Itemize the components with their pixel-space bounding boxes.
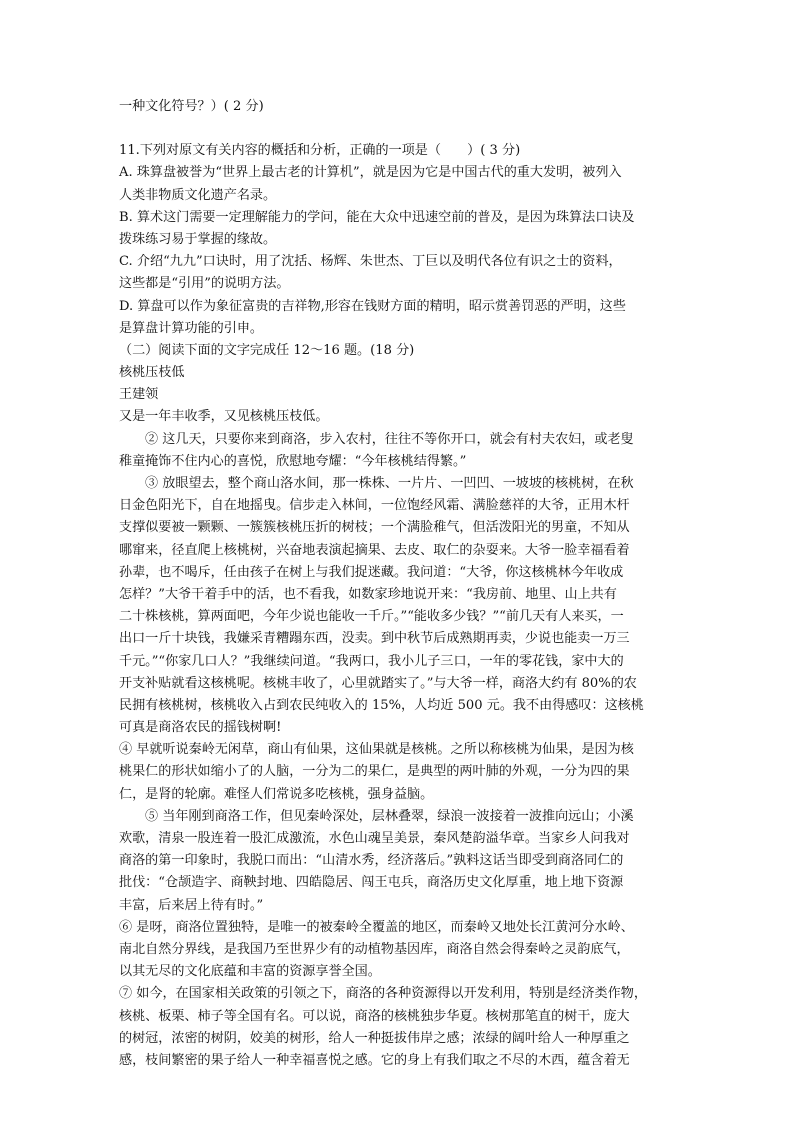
article-line: ⑦ 如今，在国家相关政策的引领之下，商洛的各种资源得以开发利用，特别是经济类作物， (119, 986, 647, 1002)
option-b-line-1: B. 算术这门需要一定理解能力的学问，能在大众中迅速空前的普及，是因为珠算法口诀及 (119, 209, 635, 225)
question-10-tail: 一种文化符号？）( 2 分) (119, 99, 264, 114)
option-a-line-2: 人类非物质文化遗产名录。 (119, 187, 277, 203)
article-line: 稚童掩饰不住内心的喜悦，欣慰地夸耀：“今年核桃结得繁。” (119, 453, 467, 469)
option-d-line-1: D. 算盘可以作为象征富贵的吉祥物,形容在钱财方面的精明，昭示赏善罚恶的严明，这些 (119, 298, 626, 314)
blank-gap (119, 118, 684, 140)
article-line: 欢歌，清泉一股连着一股汇成激流，水色山魂呈美景，秦风楚韵溢华章。当家乡人问我对 (119, 831, 630, 846)
article-line: 以其无尽的文化底蕴和丰富的资源享誉全国。 (119, 964, 381, 980)
article-line: 孙辈，也不喝斥，任由孩子在树上与我们捉迷藏。我问道：“大爷，你这核桃林今年收成 (119, 564, 624, 580)
article-line: 感，枝间繁密的果子给人一种幸福喜悦之感。它的身上有我们取之不尽的木西，蕴含着无 (119, 1052, 630, 1068)
option-c-line-2: 这些都是“引用”的说明方法。 (119, 276, 290, 292)
article-title: 核桃压枝低 (119, 365, 185, 381)
section-heading: （二）阅读下面的文字完成任 12～16 题。(18 分) (119, 342, 415, 358)
option-d-line-2: 是算盘计算功能的引申。 (119, 320, 264, 336)
option-c-line-1: C. 介绍“九九”口诀时，用了沈括、杨辉、朱世杰、丁巨以及明代各位有识之士的资料， (119, 254, 622, 270)
article-line: 核桃、板栗、柿子等全国有名。可以说，商洛的核桃独步华夏。核树那笔直的树干，庞大 (119, 1008, 630, 1024)
option-a-line-1: A. 珠算盘被誉为“世界上最古老的计算机”，就是因为它是中国古代的重大发明，被列入 (119, 165, 622, 181)
article-line: ② 这几天，只要你来到商洛，步入农村，往往不等你开口，就会有村夫农妇，或老叟 (145, 431, 634, 447)
document-page (119, 96, 684, 1072)
article-author: 王建领 (119, 387, 159, 403)
option-b-line-2: 拨珠练习易于掌握的缘故。 (119, 231, 277, 247)
article-line: 南北自然分界线，是我国乃至世界少有的动植物基因库，商洛自然会得秦岭之灵韵底气， (119, 941, 630, 957)
article-line: 千元。”“你家几口人？”我继续问道。“我两口，我小儿子三口，一年的零花钱，家中大的 (119, 653, 624, 669)
article-line: 日金色阳光下，自在地摇曳。信步走入林间，一位饱经风霜、满脸慈祥的大爷，正用木杆 (119, 498, 630, 514)
article-line: ③ 放眼望去，整个商山洛水间，那一株株、一片片、一凹凹、一坡坡的核桃树，在秋 (145, 476, 634, 491)
article-line: 丰富，后来居上待有时。” (119, 897, 264, 913)
article-line: 民拥有核桃树，核桃收入占到农民纯收入的 15%，人均近 500 元。我不由得感叹：这核桃 (119, 697, 644, 713)
article-line: 支撑似要被一颗颗、一簇簇核桃压折的树枝；一个满脸稚气，但活泼阳光的男童，不知从 (119, 520, 630, 536)
article-line: 批伐：“仓颉造字、商鞅封地、四皓隐居、闯王屯兵，商洛历史文化厚重，地上地下资源 (119, 875, 624, 891)
article-line: 仁，是肾的轮廓。难怪人们常说多吃核桃，强身益脑。 (119, 786, 434, 802)
article-line: 怎样？”大爷干着手中的活，也不看我，如数家珍地说开来：“我房前、地里、山上共有 (119, 586, 617, 602)
article-line: 桃果仁的形状如缩小了的人脑，一分为二的果仁，是典型的两叶肺的外观，一分为四的果 (119, 764, 630, 780)
article-line: 哪窜来，径直爬上核桃树，兴奋地表演起摘果、去皮、取仁的杂耍来。大爷一脸幸福看着 (119, 542, 630, 558)
article-line: ⑤ 当年刚到商洛工作，但见秦岭深处，层林叠翠，绿浪一波接着一波推向远山；小溪 (145, 808, 634, 824)
article-line: ⑥ 是呀，商洛位置独特，是唯一的被秦岭全覆盖的地区，而秦岭又地处长江黄河分水岭、 (119, 919, 634, 935)
article-line: 的树冠，浓密的树阴，姣美的树形，给人一种挺拔伟岸之感；浓绿的阔叶给人一种厚重之 (119, 1030, 630, 1046)
article-line: 可真是商洛农民的摇钱树啊! (119, 720, 282, 736)
article-line: 出口一斤十块钱，我嫌采青糟蹋东西，没卖。到中秋节后成熟期再卖，少说也能卖一万三 (119, 631, 630, 647)
article-line: 商洛的第一印象时，我脱口而出：“山清水秀，经济落后。”孰料这话当即受到商洛同仁的 (119, 853, 624, 869)
article-line: 二十株核桃，算两面吧，今年少说也能收一千斤。”“能收多少钱？”“前几天有人来买，一 (119, 609, 624, 625)
article-line: ④ 早就听说秦岭无闲草，商山有仙果，这仙果就是核桃。之所以称核桃为仙果，是因为核 (119, 742, 634, 758)
article-line: 开支补贴就看这核桃呢。核桃丰收了，心里就踏实了。”与大爷一样，商洛大约有 80%的农 (119, 675, 637, 691)
article-line: 又是一年丰收季，又见核桃压枝低。 (119, 409, 329, 425)
question-11-stem: 11.下列对原文有关内容的概括和分析，正确的一项是（ ）( 3 分) (119, 143, 521, 159)
